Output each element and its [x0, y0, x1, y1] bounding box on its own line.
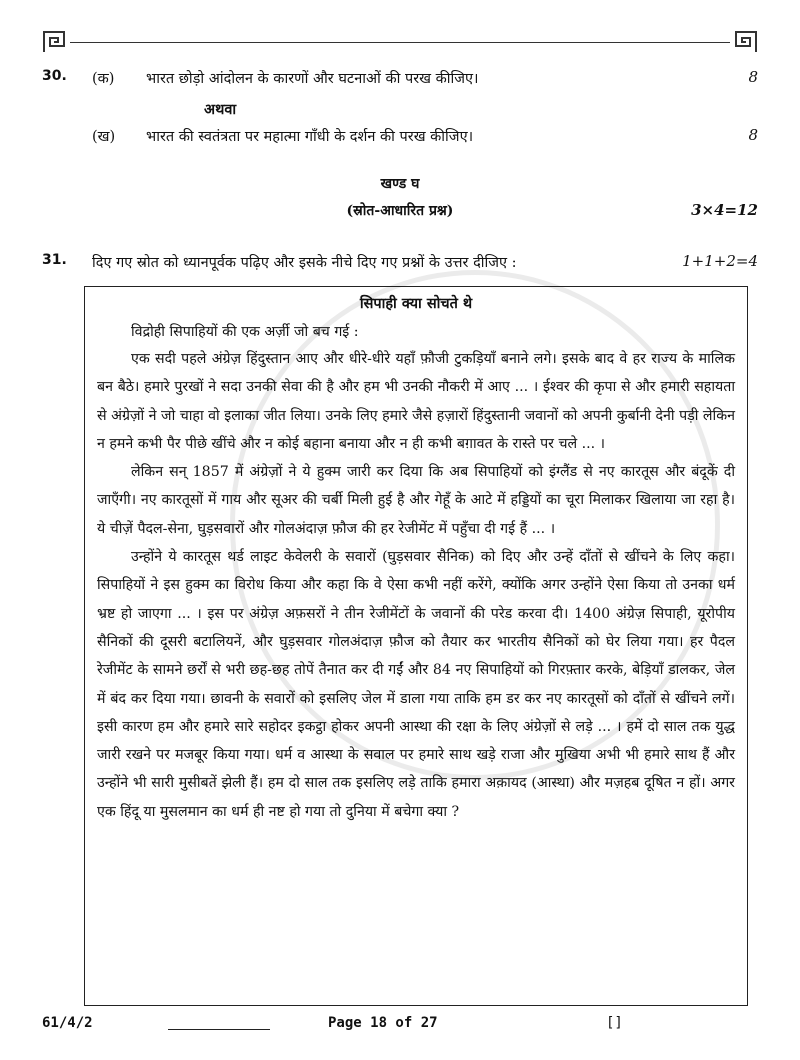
question-text: भारत छोड़ो आंदोलन के कारणों और घटनाओं की परख कीजिए।: [146, 71, 479, 87]
source-paragraph: उन्होंने ये कारतूस थर्ड लाइट केवेलरी के सवारों (घुड़सवार सैनिक) को दिए और उन्हें दाँतों से खींचने के लिए कहा। सिपाहियों ने इस हुक्म का विरोध किया और कहा कि वे ऐसा कभी नहीं करेंगे, क्योंकि अगर उन्होंने ऐसा किया तो उनका धर्म भ्रष्ट हो जाएगा ... । इस पर अंग्रेज़ अफ़सरों ने तीन रेजीमेंटों के जवानों की परेड करवा दी। 1400 अंग्रेज़ सिपाही, यूरोपीय सैनिकों की दूसरी बटालियनें, और घुड़सवार गोलअंदाज़ फ़ौज को तैयार कर भारतीय सैनिकों को घेर लिया गया। हर पैदल रेजीमेंट के सामने छर्रों से भरी छह-छह तोपें तैनात कर दी गईं और 84 नए सिपाहियों को गिरफ़्तार करके, बेड़ियाँ डालकर, जेल में बंद कर दिया गया। छावनी के सवारों को इसलिए जेल में डाला गया ताकि हम डर कर नए कारतूसों को दाँतों से खींचने लगें। इसी कारण हम और हमारे सारे सहोदर इकट्ठा होकर अपनी आस्था की रक्षा के लिए अंग्रेज़ों से लड़े ... । हमें दो साल तक युद्ध जारी रखने पर मजबूर किया गया। धर्म व आस्था के सवाल पर हमारे साथ खड़े राजा और मुखिया अभी भी हमारे साथ हैं और उन्होंने भी सारी मुसीबतें झेली हैं। हम दो साल तक इसलिए लड़े ताकि हमारा अक़ायद (आस्था) और मज़हब दूषित न हों। अगर एक हिंदू या मुसलमान का धर्म ही नष्ट हो गया तो दुनिया में बचेगा क्या ?: [97, 549, 735, 820]
question-number: 30.: [42, 68, 67, 84]
marks: 8: [748, 126, 758, 144]
greek-key-ornament-right-icon: [734, 30, 758, 54]
marks: 8: [748, 68, 758, 86]
marks: 1+1+2=4: [682, 252, 758, 270]
page-number: Page 18 of 27: [328, 1015, 438, 1031]
footer-box: []: [606, 1015, 623, 1031]
source-paragraph: एक सदी पहले अंग्रेज़ हिंदुस्तान आए और धीरे-धीरे यहाँ फ़ौजी टुकड़ियाँ बनाने लगे। इसके बाद वे हर राज्य के मालिक बन बैठे। हमारे पुरखों ने सदा उनकी सेवा की है और हम भी उनकी नौकरी में आए ... । ईश्वर की कृपा से और हमारी सहायता से अंग्रेज़ों ने जो चाहा वो इलाका जीत लिया। उनके लिए हमारे जैसे हज़ारों हिंदुस्तानी जवानों को अपनी कुर्बानी देनी पड़ी लेकिन न हमने कभी पैर पीछे खींचे और न कोई बहाना बनाया और न ही कभी बग़ावत के रास्ते पर चले ... ।: [97, 351, 735, 452]
option-label: (क): [92, 71, 115, 87]
source-passage-box: [84, 286, 748, 1006]
paper-code: 61/4/2: [42, 1015, 93, 1031]
option-label: (ख): [92, 129, 116, 145]
footer-blank-line: [168, 1029, 270, 1030]
source-paragraph: लेकिन सन् 1857 में अंग्रेज़ों ने ये हुक्म जारी कर दिया कि अब सिपाहियों को इंग्लैंड से नए कारतूस और बंदूकें दी जाएँगी। नए कारतूसों में गाय और सूअर की चर्बी मिली हुई है और गेहूँ के आटे में हड्डियों का चूरा मिलाकर खिलाया जा रहा है। ये चीज़ें पैदल-सेना, घुड़सवारों और गोलअंदाज़ फ़ौज की हर रेजीमेंट में पहुँचा दी गई हैं ... ।: [97, 464, 735, 537]
header-rule: [70, 42, 730, 43]
section-title: खण्ड घ: [380, 176, 420, 192]
or-separator: अथवा: [204, 101, 237, 118]
section-subtitle: (स्रोत-आधारित प्रश्न): [346, 203, 454, 219]
question-number: 31.: [42, 252, 67, 268]
section-marks: 3×4=12: [691, 201, 758, 219]
question-text: भारत की स्वतंत्रता पर महात्मा गाँधी के दर्शन की परख कीजिए।: [146, 129, 474, 145]
greek-key-ornament-left-icon: [42, 30, 66, 54]
source-intro: विद्रोही सिपाहियों की एक अर्ज़ी जो बच गई :: [131, 324, 359, 340]
source-title: सिपाही क्या सोचते थे: [359, 295, 473, 312]
question-text: दिए गए स्रोत को ध्यानपूर्वक पढ़िए और इसके नीचे दिए गए प्रश्नों के उत्तर दीजिए :: [92, 255, 517, 271]
